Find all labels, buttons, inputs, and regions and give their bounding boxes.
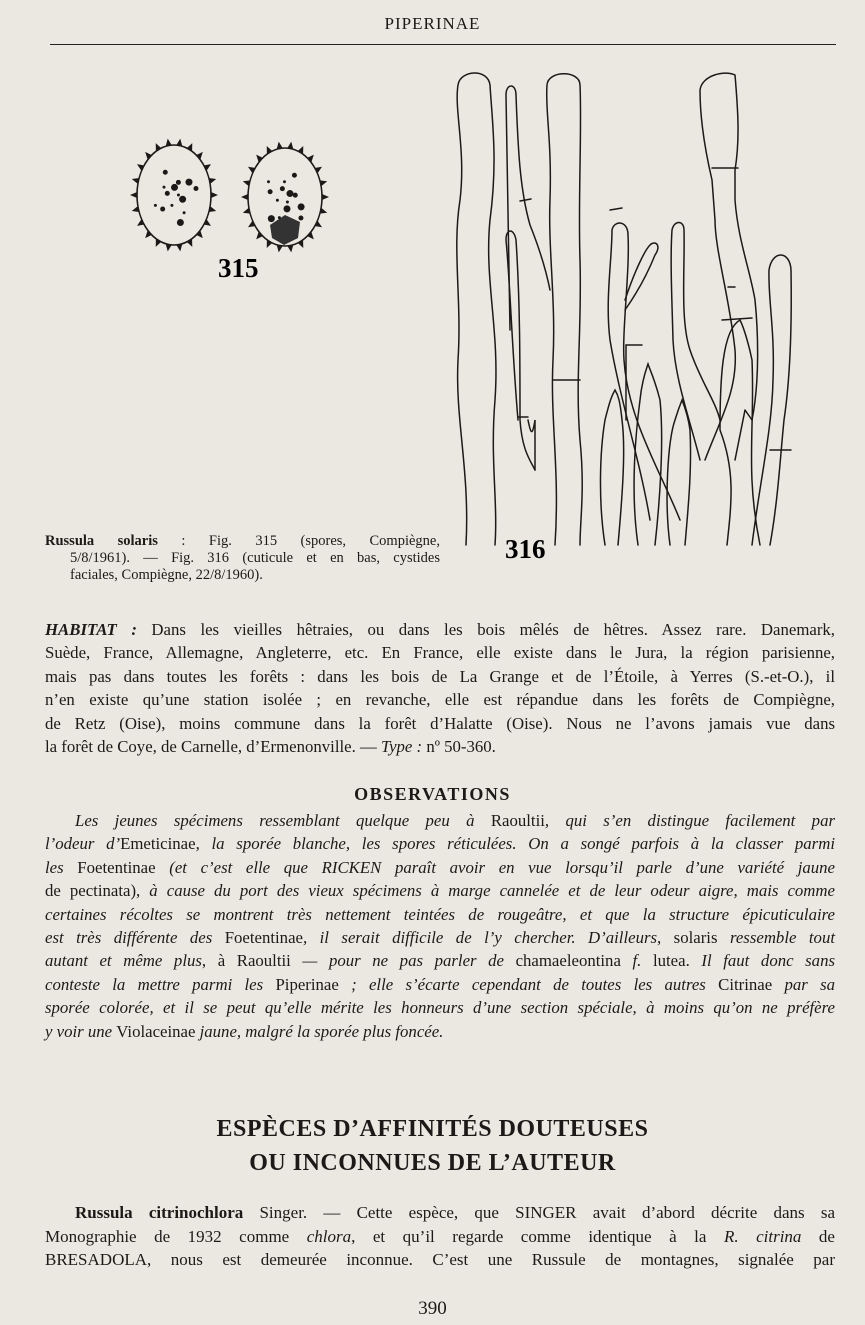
text-line [45, 1203, 835, 1227]
text-segment: la forêt de Coye, de Carnelle, d’Ermenonville. — [45, 736, 381, 756]
text-segment: par sa [772, 974, 835, 994]
section-heading-line-1: ESPÈCES D’AFFINITÉS DOUTEUSES [216, 1116, 649, 1142]
spore-spine [166, 139, 172, 146]
figure-caption [45, 533, 440, 584]
text-segment: Violaceinae [116, 1021, 196, 1041]
text-line [45, 567, 440, 584]
spore-wart [176, 180, 181, 185]
spore-spine [211, 192, 218, 198]
spore-spine [287, 245, 293, 252]
spore-wart [165, 191, 170, 196]
figure-316-label: 316 [505, 534, 546, 564]
text-segment: de pectinata), [45, 881, 141, 901]
text-line [45, 998, 835, 1021]
figure-316-hyphae [457, 73, 791, 545]
figure-315-spores [130, 139, 329, 253]
spore-spine [322, 194, 329, 200]
spore-wart [276, 199, 279, 202]
text-segment: ressemble tout [717, 927, 835, 947]
text-segment: Singer. — Cette espèce, que SINGER avait d’abord décrite dans sa [243, 1203, 835, 1222]
text-line [45, 620, 835, 643]
text-segment: jaune, malgré la sporée plus foncée. [195, 1021, 444, 1041]
text-segment: faciales, Compiègne, 22/8/1960). [70, 567, 263, 583]
text-segment: (et c’est elle que RICKEN paraît avoir en vue lorsqu’il parle d’une variété jaune [155, 857, 835, 877]
text-segment: — pour ne pas parler de [290, 951, 516, 971]
text-segment: certaines récoltes se montrent très nettement teintées de rougeâtre, et que la structure épicuticulaire [45, 904, 835, 924]
text-segment: Citrinae [718, 974, 773, 994]
spore-wart [292, 173, 297, 178]
spore-wart [286, 190, 293, 197]
text-segment: de [801, 1226, 835, 1246]
spore-spine [145, 152, 152, 159]
text-line [45, 667, 835, 690]
spore-spine [256, 155, 263, 162]
observations-paragraph [45, 811, 835, 1045]
text-line [45, 928, 835, 951]
text-segment: , il serait difficile de l’y chercher. D’ailleurs [302, 927, 658, 947]
text-segment: R. citrina [723, 1226, 802, 1246]
spore-wart [286, 200, 289, 203]
spore-wart [283, 180, 286, 183]
text-segment: nº 50-360. [422, 736, 496, 756]
spore-spine [166, 244, 172, 251]
spore-wart [171, 184, 178, 191]
spore-spine [241, 194, 248, 200]
text-segment: chlora [306, 1226, 352, 1246]
text-segment: Monographie de 1932 comme [45, 1226, 307, 1246]
text-segment: Foetentinae [224, 927, 303, 947]
text-segment: y voir une [45, 1021, 117, 1041]
spore-wart [163, 186, 166, 189]
text-segment: 5/8/1961). — Fig. 316 (cuticule et en bas, cystides [70, 550, 440, 566]
text-segment: Russula solaris [45, 533, 158, 549]
spore-wart [185, 179, 192, 186]
text-segment: conteste la mettre parmi les [45, 974, 276, 994]
text-segment: Raoultii [490, 811, 545, 830]
text-segment: est très différente des [45, 927, 225, 947]
text-segment: n’en existe qu’une station isolée ; en revanche, elle est répandue dans les forêts de Compiègne, [45, 690, 835, 710]
spore-spine [307, 232, 314, 239]
text-line [45, 550, 440, 567]
running-head: PIPERINAE [384, 14, 481, 33]
text-segment: chamaeleontina [515, 951, 633, 971]
text-segment: Les jeunes spécimens ressemblant quelque peu à [75, 811, 491, 830]
spore-wart [154, 204, 157, 207]
text-line [45, 858, 835, 881]
figure-315-label: 315 [218, 253, 259, 283]
text-segment: sporée colorée, et il se peut qu’elle mérite les honneurs d’une section spéciale, à moins qu’on ne préfère [45, 998, 835, 1018]
figures-illustration [0, 0, 865, 600]
text-segment: mais pas dans toutes les forêts : dans les bois de La Grange et de l’Étoile, à Yerres (S.-et-O.), il [45, 666, 835, 686]
spore-wart [298, 216, 303, 221]
text-segment: les [45, 857, 78, 877]
spore-wart [268, 215, 275, 222]
text-line [45, 690, 835, 713]
spore-wart [284, 205, 291, 212]
spore-spine [287, 142, 293, 149]
text-segment: de Retz (Oise), moins commune dans la forêt d’Halatte (Oise). Nous ne l’avons jamais vue dans [45, 713, 835, 733]
text-segment: à cause du port des vieux spécimens à marge cannelée et de leur odeur aigre, mais comme [140, 881, 835, 901]
text-line [45, 881, 835, 904]
spore-wart [177, 194, 180, 197]
text-line [45, 975, 835, 998]
spore-spine [277, 245, 283, 252]
text-segment: ; elle s’écarte cependant de toutes les autres [338, 974, 719, 994]
text-segment: , à Raoultii [201, 951, 291, 971]
text-segment: l’odeur d’ [45, 834, 121, 854]
text-segment: , la sporée blanche, les spores réticulées. On a songé parfois à la classer parmi [195, 834, 835, 854]
text-line [45, 714, 835, 737]
observations-heading: OBSERVATIONS [354, 784, 511, 804]
text-segment: Foetentinae [77, 857, 156, 877]
citrinochlora-paragraph [45, 1203, 835, 1274]
text-segment: f. [632, 951, 642, 971]
spore-wart [298, 203, 305, 210]
text-segment: lutea. [641, 951, 690, 971]
text-segment: Emeticinae [120, 834, 196, 854]
spore-spine [176, 139, 182, 146]
text-line [45, 737, 835, 760]
text-line [45, 905, 835, 928]
spore-wart [160, 207, 165, 212]
spore-spine [130, 192, 137, 198]
text-line [45, 1250, 835, 1274]
text-line [45, 533, 440, 550]
text-segment: , solaris [657, 927, 718, 947]
spore-wart [193, 186, 198, 191]
text-segment: : Fig. 315 (spores, Compiègne, [157, 533, 440, 549]
spore-wart [280, 186, 285, 191]
text-line [45, 1022, 835, 1045]
spore-wart [278, 216, 281, 219]
text-line [45, 1227, 835, 1251]
spore-spine [196, 231, 203, 238]
spore-wart [268, 189, 273, 194]
spore-spine [307, 155, 314, 162]
spore-wart [293, 193, 298, 198]
spore-wart [163, 170, 168, 175]
spore-1 [137, 145, 211, 245]
spore-spine [176, 244, 182, 251]
spore-wart [177, 219, 184, 226]
text-line [45, 951, 835, 974]
text-segment: , et qu’il regarde comme identique à la [351, 1226, 724, 1246]
page-number: 390 [418, 1298, 447, 1319]
text-segment: Il faut donc sans [689, 951, 835, 971]
spore-wart [170, 204, 173, 207]
text-line [45, 811, 835, 834]
spore-spine [256, 232, 263, 239]
text-segment: autant et même plus [45, 951, 202, 971]
section-heading [0, 1112, 865, 1180]
spore-spine [277, 142, 283, 149]
text-segment: Type : [380, 736, 423, 756]
text-line [45, 834, 835, 857]
spore-wart [183, 211, 186, 214]
text-segment: Dans les vieilles hêtraies, ou dans les bois mêlés de hêtres. Assez rare. Danemark, [136, 620, 835, 639]
text-segment: , qui s’en distingue facilement par [544, 811, 835, 830]
text-line [45, 643, 835, 666]
text-segment: Suède, France, Allemagne, Angleterre, etc. En France, elle existe dans le Jura, la région parisienne, [45, 643, 835, 663]
text-segment: Russula citrinochlora [75, 1203, 244, 1222]
spore-wart [267, 180, 270, 183]
text-segment: Piperinae [275, 974, 339, 994]
spore-wart [179, 196, 186, 203]
spore-spine [145, 231, 152, 238]
section-heading-line-2: OU INCONNUES DE L’AUTEUR [249, 1150, 616, 1176]
spore-spine [196, 152, 203, 159]
habitat-paragraph [45, 620, 835, 760]
text-segment: BRESADOLA, nous est demeurée inconnue. C’est une Russule de montagnes, signalée par [45, 1250, 835, 1269]
text-segment: HABITAT : [45, 620, 137, 639]
